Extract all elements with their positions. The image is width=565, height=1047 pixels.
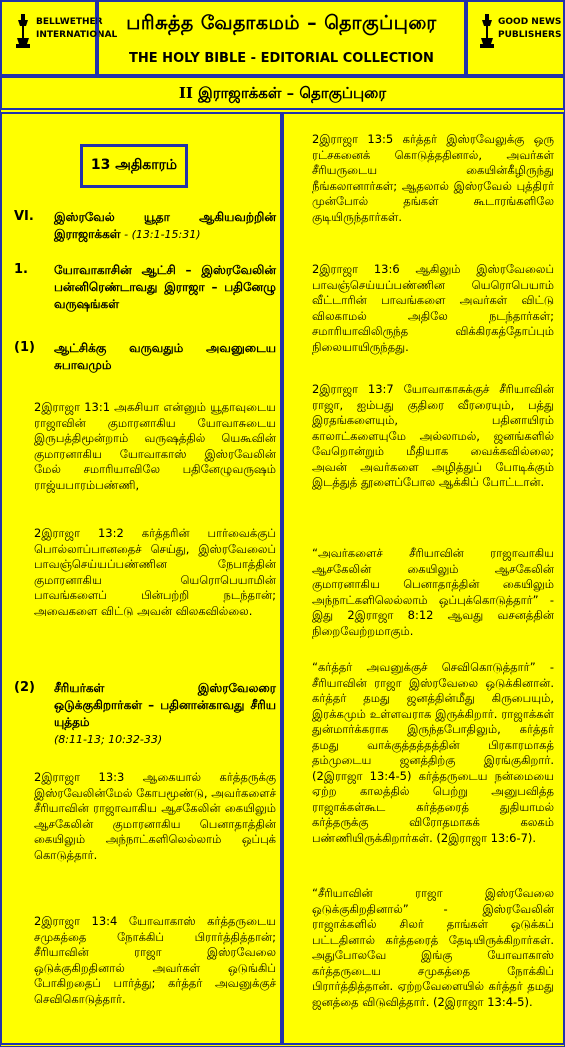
verse-13-3: 2இராஜா 13:3 ஆகையால் கர்த்தருக்கு இஸ்ரவேலின்மேல் கோபமூண்டு, அவர்களைச் சீரியாவின் ராஜாவாகிய ஆசகேலின் கையிலும் ஆசகேலின் குமாரனாகிய பெனாதாத்தின் கையிலும் அந்நாட்களிலெல்லாம் ஒப்புக் கொடுத்தார். [34,770,276,862]
commentary-fulfilment: “அவர்களைச் சீரியாவின் ராஜாவாகிய ஆசகேலின் கையிலும் ஆசகேலின் குமாரனாகிய பெனாதாத்தின் கையிலும் அந்நாட்களிலெல்லாம் ஒப்புக்கொடுத்தார்” - இது 2இராஜா 8:12 ஆவது வசனத்தின் நிறைவேற்றமாகும். [312,546,554,638]
section-2-heading [54,680,276,748]
logo-right-text [498,16,561,42]
verse-13-4: 2இராஜா 13:4 யோவாகாஸ் கர்த்தருடைய சமுகத்தை நோக்கிப் பிரார்த்தித்தான்; சீரியாவின் ராஜா இஸ்ரவேலை ஒடுக்குகிறதினால் அவர்கள் ஒடுங்கிப் போகிறதைப் பார்த்து; கர்த்தர் அவனுக்குச் செவிகொடுத்தார். [34,914,276,1006]
section-vi-number: VI. [14,209,34,224]
title-tamil: பரிசுத்த வேதாகமம் – தொகுப்புரை [126,12,437,34]
left-column [0,112,282,1045]
verse-13-1: 2இராஜா 13:1 அகசியா என்னும் யூதாவுடைய ராஜாவின் குமாரனாகிய யோவாசுடைய இருபத்திமூன்றாம் வருஷத்தில் யெகூவின் குமாரனாகிய யோவாகாஸ் இஸ்ரவேலின் மேல் சமாரியாவிலே பதினேழுவருஷம் ராஜ்யபாரம்பண்ணி, [34,400,276,492]
verse-13-2: 2இராஜா 13:2 கர்த்தரின் பார்வைக்குப் பொல்லாப்பானதைச் செய்து, இஸ்ரவேலைப் பாவஞ்செய்யப்பண்ணின நேபாத்தின் குமாரனாகிய யெரொபெயாமின் பாவங்களைப் பின்பற்றி நடந்தான்; அவைகளை விட்டு அவன் விலகவில்லை. [34,526,276,618]
section-1-title: யோவாகாசின் ஆட்சி – இஸ்ரவேலின் பன்னிரெண்டாவது இராஜா – பதினேழு வருஷங்கள் [54,263,276,311]
header-logo-right [466,0,565,76]
section-1-number: 1. [14,262,28,277]
oil-lamp-icon [480,14,494,48]
section-vi-title: இஸ்ரவேல் யூதா ஆகியவற்றின் இராஜாக்கள் [54,210,276,241]
logo-right-line1: GOOD NEWS [498,17,562,27]
title-english: THE HOLY BIBLE - EDITORIAL COLLECTION [129,51,434,66]
right-column [282,112,565,1045]
oil-lamp-icon [16,14,30,48]
verse-13-7: 2இராஜா 13:7 யோவாகாசுக்குச் சீரியாவின் ராஜா, ஐம்பது குதிரை வீரரையும், பத்து இரதங்களையும், பதினாயிரம் காலாட்களையுமே அல்லாமல், ஜனங்களில் வேறொன்றும் மீதியாக வைக்கவில்லை; அவன் அவர்களை அழித்துப் போடிக்கும் இடத்துத் தூளைப்போல ஆக்கிப் போட்டான். [312,382,554,489]
section-vi-heading [54,209,276,243]
section-vi-ref: - (13:1-15:31) [120,228,201,241]
section-2-ref: (8:11-13; 10:32-33) [54,733,163,746]
logo-left-line1: BELLWETHER [36,17,103,27]
verse-13-6: 2இராஜா 13:6 ஆகிலும் இஸ்ரவேலைப் பாவஞ்செய்யப்பண்ணின யெரொபெயாம் வீட்டாரின் பாவங்களை அவர்கள் விட்டு விலகாமல் அதிலே நடந்தார்கள்; சமாரியாவிலிருந்த விக்கிரகத்தோப்பும் நிலையாயிருந்தது. [312,262,554,354]
chapter-label: 13 அதிகாரம் [80,144,188,188]
section-1-sub-number: (1) [14,340,35,355]
logo-left-line2: INTERNATIONAL [36,30,118,40]
commentary-lord-heard: “கர்த்தர் அவனுக்குச் செவிகொடுத்தார்” - சீரியாவின் ராஜா இஸ்ரவேலை ஒடுக்கினான். கர்த்தர் தமது ஜனத்தின்மீது கிருபையும், இரக்கமும் உள்ளவராக இருக்கிறார். ராஜாக்கள் துன்மார்க்கராக இருந்தபோதிலும், கர்த்தர் தமது வாக்குத்தத்தத்தின் பிரகாரமாகத் தம்முடைய ஜனத்திற்கு இரங்குகிறார். (2இராஜா 13:4-5) கர்த்தருடைய நன்மையை ஏற்ற காலத்தில் பெற்று அனுபவித்த ராஜாக்கள்கூட கர்த்தரைத் துதியாமல் கர்த்தருக்கு விரோதமாகக் கலகம் பண்ணியிருக்கிறார்கள். (2இராஜா 13:6-7). [312,660,554,845]
header-logo-left [0,0,118,76]
section-2-title: சீரியர்கள் இஸ்ரவேலரை ஒடுக்குகிறார்கள் – பதினான்காவது சீரிய யுத்தம் [54,681,276,729]
logo-right-line2: PUBLISHERS [498,30,562,40]
header-title-box [97,0,466,76]
sub-header: II இராஜாக்கள் – தொகுப்புரை [0,76,565,110]
section-2-number: (2) [14,680,35,695]
section-1-sub-title: ஆட்சிக்கு வருவதும் அவனுடைய சுபாவமும் [54,341,276,372]
commentary-oppression: “சீரியாவின் ராஜா இஸ்ரவேலை ஒடுக்குகிறதினால்” - இஸ்ரவேலின் ராஜாக்களில் சிலர் தாங்கள் ஒடுக்கப் பட்டதினால் கர்த்தரைத் தேடியிருக்கிறார்கள். அதுபோலவே இங்கு யோவாகாஸ் கர்த்தருடைய சமுகத்தை நோக்கிப் பிரார்த்தித்தான். ஏற்றவேளையில் கர்த்தர் தமது ஜனத்தை விடுவித்தார். (2இராஜா 13:4-5). [312,886,554,1009]
verse-13-5: 2இராஜா 13:5 கர்த்தர் இஸ்ரவேலுக்கு ஒரு ரட்சகனைக் கொடுத்ததினால், அவர்கள் சீரியருடைய கையின்கீழிருந்து நீங்கலானார்கள்; ஆதலால் இஸ்ரவேல் புத்திரர் முன்போல் தங்கள் கூடாரங்களிலே குடியிருந்தார்கள். [312,132,554,224]
